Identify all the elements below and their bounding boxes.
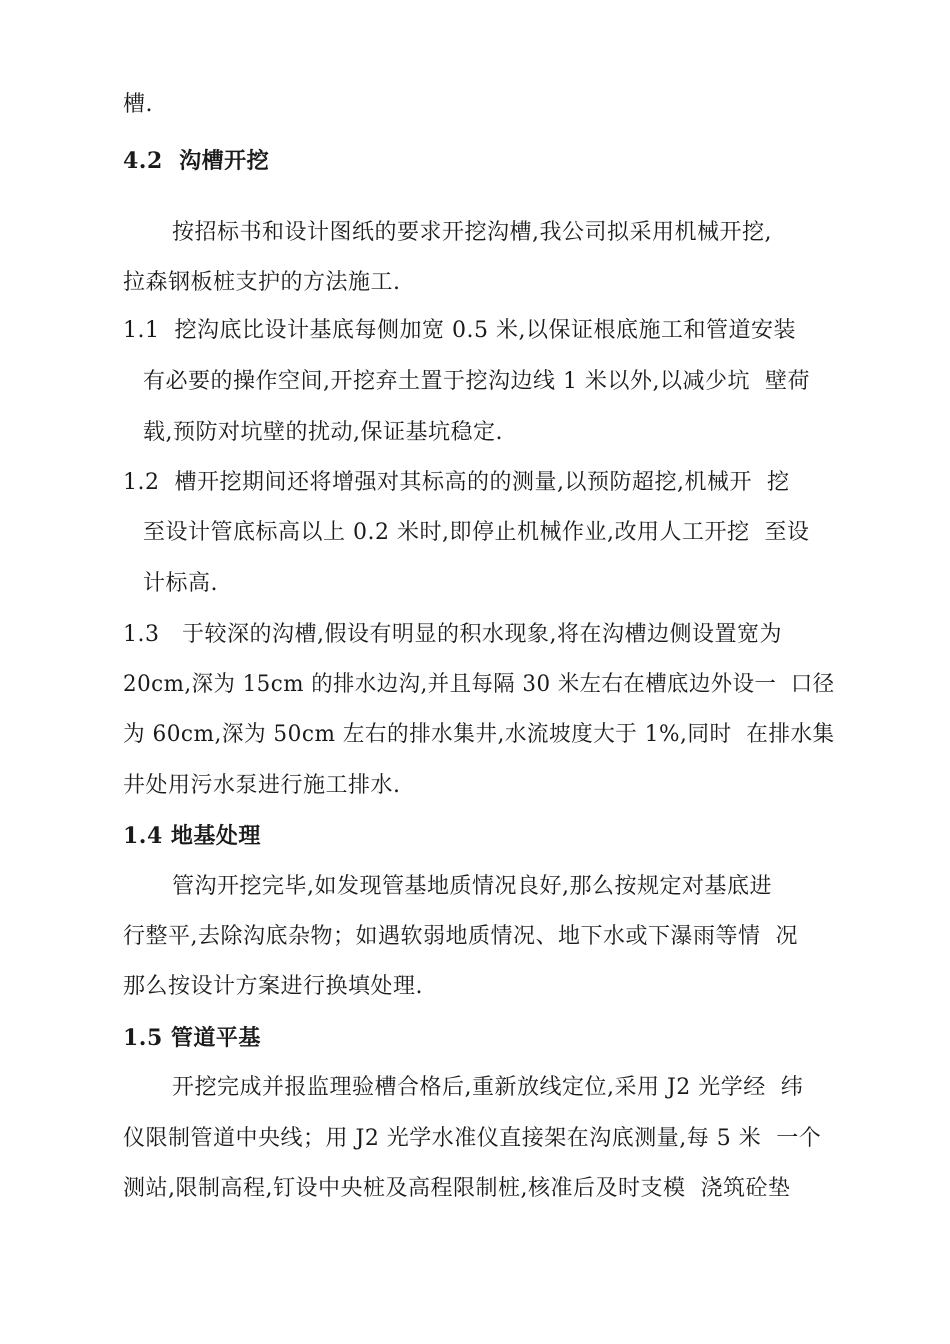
subsection-heading-1-5: 1.5 管道平基 (123, 1025, 261, 1051)
list-item-1-3: 1.3 于较深的沟槽,假设有明显的积水现象,将在沟槽边侧设置宽为 (123, 622, 782, 647)
section-heading-4-2: 4.2 沟槽开挖 (123, 148, 270, 174)
paragraph-line: 开挖完成并报监理验槽合格后,重新放线定位,采用 J2 光学经 纬 (172, 1075, 804, 1100)
list-item-line: 井处用污水泵进行施工排水. (123, 773, 401, 798)
text-line: 槽. (123, 92, 153, 117)
list-item-line: 20cm,深为 15cm 的排水边沟,并且每隔 30 米左右在槽底边外设一 口径 (123, 672, 835, 697)
paragraph-line: 行整平,去除沟底杂物；如遇软弱地质情况、地下水或下瀑雨等情 况 (123, 924, 798, 949)
list-item-line: 至设计管底标高以上 0.2 米时,即停止机械作业,改用人工开挖 至设 (143, 520, 810, 545)
paragraph-line: 拉森钢板桩支护的方法施工. (123, 270, 401, 295)
paragraph-line: 仪限制管道中央线；用 J2 光学水准仪直接架在沟底测量,每 5 米 一个 (123, 1126, 822, 1151)
list-item-line: 载,预防对坑壁的扰动,保证基坑稳定. (143, 420, 503, 445)
list-item-line: 为 60cm,深为 50cm 左右的排水集井,水流坡度大于 1%,同时 在排水集 (123, 722, 835, 747)
list-item-1-2: 1.2 槽开挖期间还将增强对其标高的的测量,以预防超挖,机械开 挖 (123, 470, 790, 495)
subsection-heading-1-4: 1.4 地基处理 (123, 823, 261, 849)
paragraph-line: 管沟开挖完毕,如发现管基地质情况良好,那么按规定对基底进 (172, 874, 772, 899)
list-item-1-1: 1.1 挖沟底比设计基底每侧加宽 0.5 米,以保证根底施工和管道安装 (123, 318, 796, 343)
list-item-line: 有必要的操作空间,开挖弃土置于挖沟边线 1 米以外,以减少坑 壁荷 (143, 369, 810, 394)
paragraph-line: 测站,限制高程,钉设中央桩及高程限制桩,核准后及时支模 浇筑砼垫 (123, 1176, 791, 1201)
paragraph-line: 那么按设计方案进行换填处理. (123, 974, 423, 999)
paragraph-line: 按招标书和设计图纸的要求开挖沟槽,我公司拟采用机械开挖, (172, 220, 772, 245)
list-item-line: 计标高. (143, 571, 218, 596)
